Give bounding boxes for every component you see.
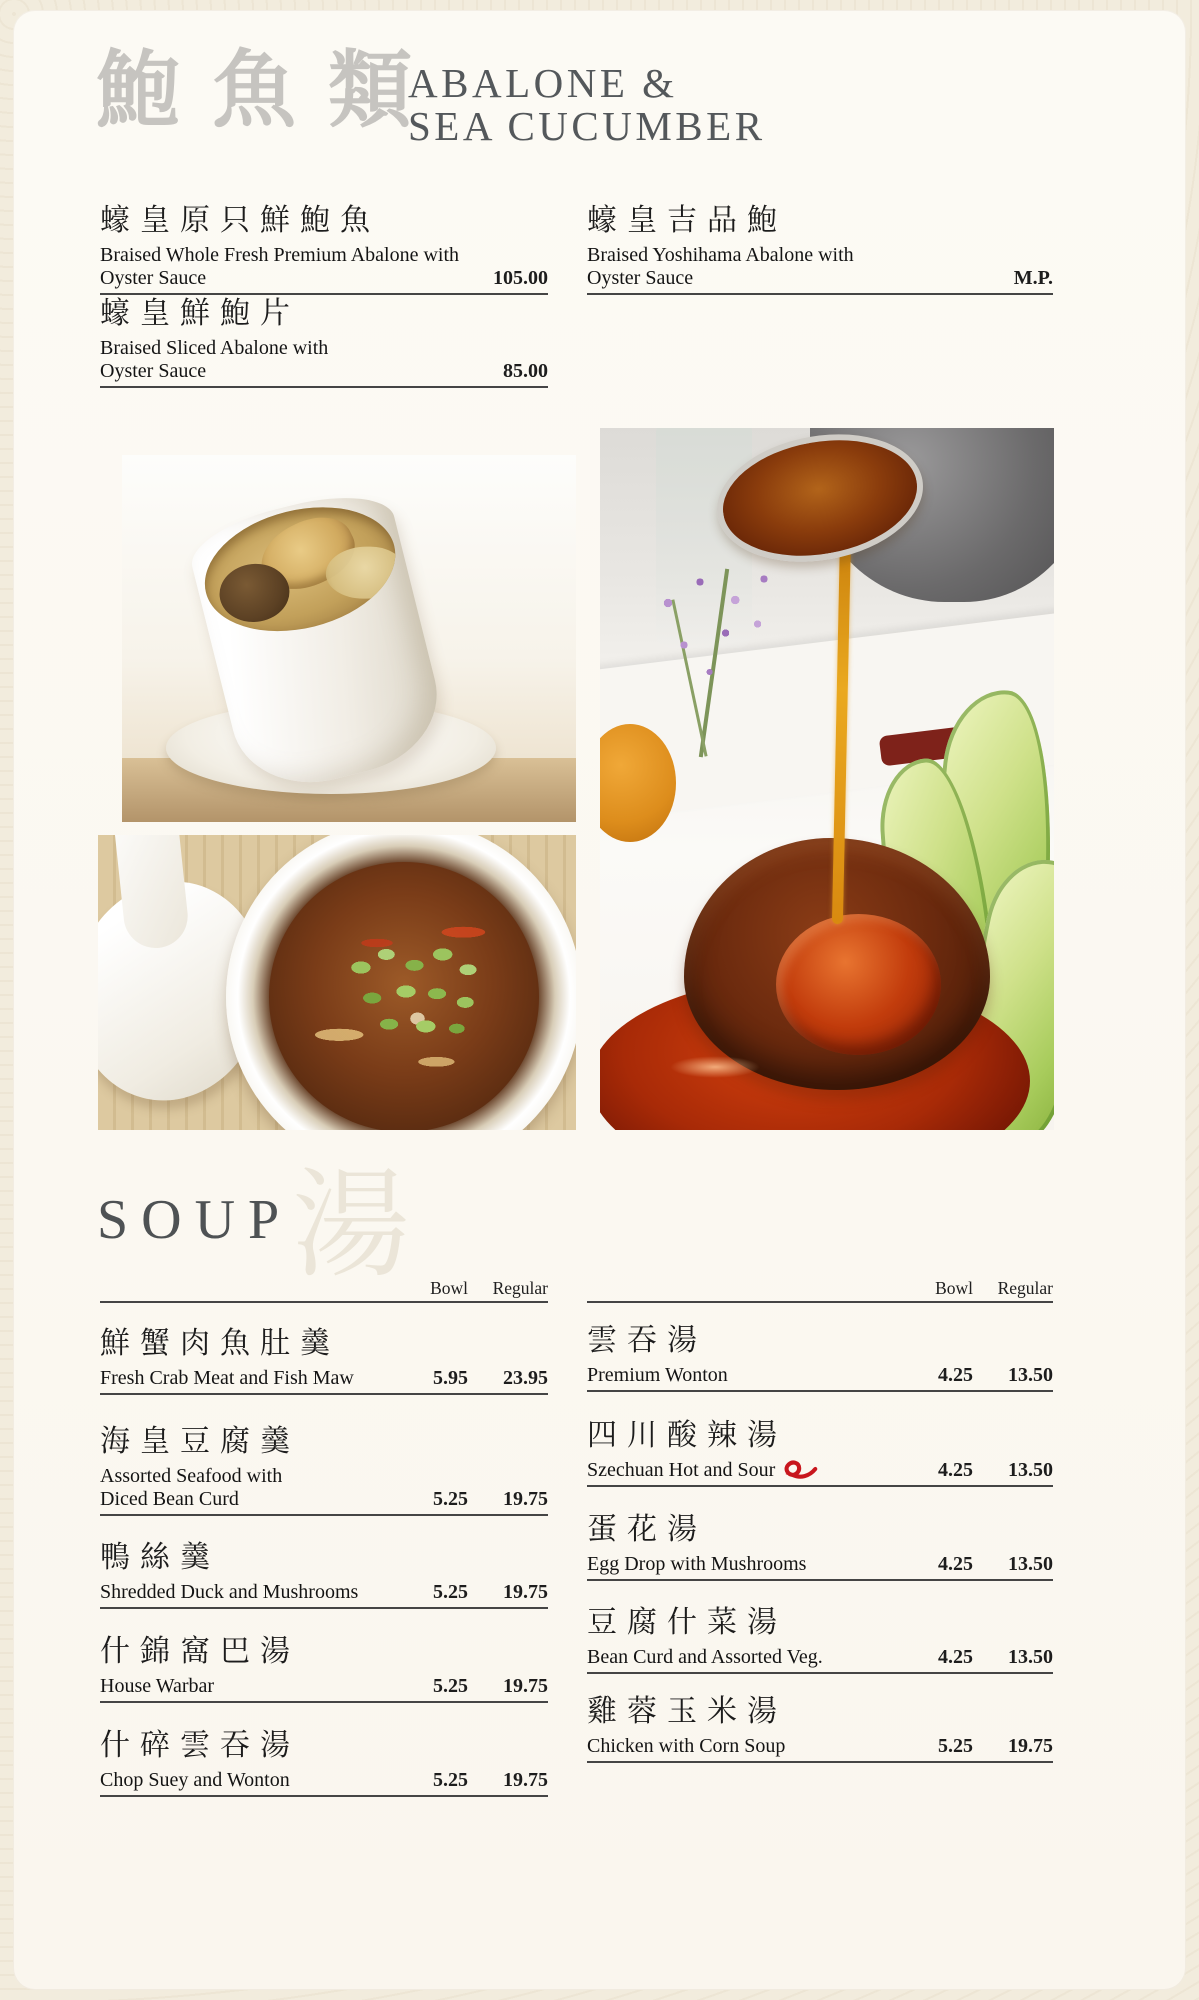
dish-name-zh: 雞蓉玉米湯 bbox=[587, 1695, 787, 1728]
dish-desc-line1: Braised Yoshihama Abalone with bbox=[587, 244, 854, 266]
chili-icon bbox=[783, 1459, 819, 1479]
dish-desc-line2: Diced Bean Curd bbox=[100, 1488, 239, 1510]
soup-item bbox=[100, 1326, 548, 1395]
dish-name-zh: 豆腐什菜湯 bbox=[587, 1606, 787, 1639]
dish-name-en: Egg Drop with Mushrooms bbox=[587, 1553, 807, 1575]
photo-soup-surface bbox=[269, 862, 540, 1130]
soup-item bbox=[100, 1424, 548, 1516]
dish-price: 105.00 bbox=[493, 267, 548, 289]
price-regular: 19.75 bbox=[1008, 1735, 1053, 1757]
price-regular: 19.75 bbox=[503, 1488, 548, 1510]
photo-abalone-soup-tureen bbox=[122, 455, 576, 822]
price-bowl: 5.25 bbox=[433, 1581, 468, 1603]
soup-item bbox=[587, 1605, 1053, 1674]
photo-abalone-center bbox=[776, 914, 941, 1055]
soup-item bbox=[587, 1418, 1053, 1487]
dish-price-row bbox=[100, 1488, 548, 1516]
photo-broth bbox=[192, 488, 409, 649]
column-header-bowl: Bowl bbox=[430, 1278, 468, 1298]
dish-desc-line1: Assorted Seafood with bbox=[100, 1465, 283, 1487]
photo-sea-cucumber-piece bbox=[326, 547, 404, 599]
dish-name-zh: 蠔皇吉品鮑 bbox=[587, 204, 787, 237]
dish-price-row bbox=[587, 1735, 1053, 1763]
price-bowl: 5.25 bbox=[433, 1488, 468, 1510]
soup-item bbox=[587, 1694, 1053, 1763]
menu-item bbox=[587, 203, 1053, 295]
menu-item bbox=[100, 203, 548, 295]
dish-name-en-text: Szechuan Hot and Sour bbox=[587, 1459, 776, 1481]
price-bowl: 5.25 bbox=[433, 1675, 468, 1697]
price-regular: 13.50 bbox=[1008, 1553, 1053, 1575]
dish-price-row bbox=[100, 1675, 548, 1703]
price-regular: 23.95 bbox=[503, 1367, 548, 1389]
dish-name-zh: 蠔皇鮮鮑片 bbox=[100, 297, 300, 330]
price-bowl: 5.25 bbox=[433, 1769, 468, 1791]
section-title-chinese: 鮑魚類 bbox=[96, 45, 445, 138]
soup-column-headers bbox=[100, 1278, 548, 1303]
dish-name-zh: 鮮蟹肉魚肚羹 bbox=[100, 1327, 340, 1360]
dish-price: M.P. bbox=[1013, 267, 1053, 289]
soup-column-headers bbox=[587, 1278, 1053, 1303]
price-bowl: 5.25 bbox=[938, 1735, 973, 1757]
dish-name-en: House Warbar bbox=[100, 1675, 215, 1697]
dish-desc-line2: Oyster Sauce bbox=[587, 267, 694, 289]
price-bowl: 5.95 bbox=[433, 1367, 468, 1389]
soup-watermark-character: 湯 bbox=[292, 1161, 411, 1292]
section-title-line2: SEA CUCUMBER bbox=[408, 102, 766, 149]
dish-desc-line2: Oyster Sauce bbox=[100, 267, 207, 289]
dish-name-en: Chicken with Corn Soup bbox=[587, 1735, 786, 1757]
soup-item bbox=[587, 1512, 1053, 1581]
column-header-bowl: Bowl bbox=[935, 1278, 973, 1298]
dish-desc-line1: Braised Whole Fresh Premium Abalone with bbox=[100, 244, 460, 266]
dish-name-zh: 蠔皇原只鮮鮑魚 bbox=[100, 204, 380, 237]
column-header-regular: Regular bbox=[492, 1278, 548, 1298]
dish-desc-line1: Braised Sliced Abalone with bbox=[100, 337, 329, 359]
dish-price-row bbox=[587, 1646, 1053, 1674]
dish-price-row bbox=[100, 1769, 548, 1797]
dish-name-en bbox=[587, 1459, 913, 1482]
soup-item bbox=[100, 1540, 548, 1609]
dish-desc-line2: Oyster Sauce bbox=[100, 360, 207, 382]
column-header-regular: Regular bbox=[997, 1278, 1053, 1298]
price-regular: 19.75 bbox=[503, 1675, 548, 1697]
dish-name-zh: 雲吞湯 bbox=[587, 1324, 707, 1357]
dish-price-row bbox=[100, 360, 548, 388]
section-title-line1: ABALONE & bbox=[408, 60, 678, 106]
photo-purple-flowers bbox=[636, 558, 796, 708]
dish-name-en: Fresh Crab Meat and Fish Maw bbox=[100, 1367, 354, 1389]
photo-braised-abalone bbox=[600, 428, 1054, 1130]
dish-price-row bbox=[587, 1553, 1053, 1581]
price-bowl: 4.25 bbox=[938, 1459, 973, 1481]
section-title-english bbox=[408, 62, 766, 147]
price-regular: 13.50 bbox=[1008, 1646, 1053, 1668]
dish-name-en: Shredded Duck and Mushrooms bbox=[100, 1581, 359, 1603]
price-bowl: 4.25 bbox=[938, 1646, 973, 1668]
dish-price: 85.00 bbox=[503, 360, 548, 382]
soup-item bbox=[587, 1323, 1053, 1392]
price-regular: 13.50 bbox=[1008, 1364, 1053, 1386]
soup-item bbox=[100, 1728, 548, 1797]
dish-name-zh: 海皇豆腐羹 bbox=[100, 1425, 300, 1458]
dish-name-zh: 什錦窩巴湯 bbox=[100, 1635, 300, 1668]
price-regular: 13.50 bbox=[1008, 1459, 1053, 1481]
dish-price-row bbox=[587, 267, 1053, 295]
dish-price-row bbox=[100, 1581, 548, 1609]
photo-soup-bowl bbox=[226, 835, 576, 1130]
soup-section-title: SOUP bbox=[97, 1189, 293, 1251]
dish-name-en: Bean Curd and Assorted Veg. bbox=[587, 1646, 823, 1668]
dish-name-zh: 什碎雲吞湯 bbox=[100, 1729, 300, 1762]
photo-hot-sour-soup bbox=[98, 835, 576, 1130]
price-regular: 19.75 bbox=[503, 1769, 548, 1791]
price-regular: 19.75 bbox=[503, 1581, 548, 1603]
dish-name-zh: 四川酸辣湯 bbox=[587, 1419, 787, 1452]
dish-price-row bbox=[100, 1367, 548, 1395]
photo-sauce-highlight bbox=[670, 1056, 760, 1078]
soup-item bbox=[100, 1634, 548, 1703]
dish-name-zh: 鴨絲羹 bbox=[100, 1541, 220, 1574]
dish-name-en: Chop Suey and Wonton bbox=[100, 1769, 290, 1791]
dish-name-en: Premium Wonton bbox=[587, 1364, 728, 1386]
dish-name-zh: 蛋花湯 bbox=[587, 1513, 707, 1546]
photo-scallions bbox=[344, 937, 485, 1045]
price-bowl: 4.25 bbox=[938, 1364, 973, 1386]
dish-price-row bbox=[587, 1364, 1053, 1392]
price-bowl: 4.25 bbox=[938, 1553, 973, 1575]
menu-item bbox=[100, 296, 548, 388]
dish-price-row bbox=[100, 267, 548, 295]
dish-price-row bbox=[587, 1459, 1053, 1487]
